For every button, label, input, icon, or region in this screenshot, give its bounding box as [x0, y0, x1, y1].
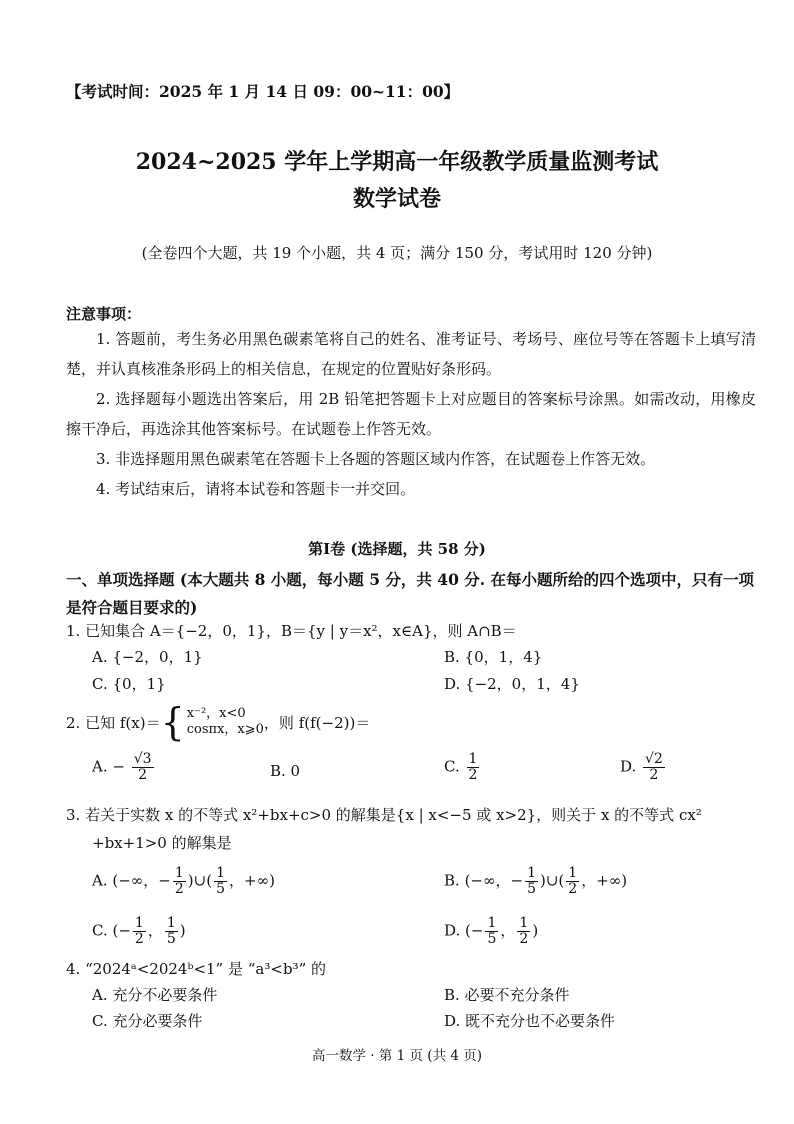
interval-part: (−∞，− — [112, 871, 171, 890]
q4-option-b: B. 必要不充分条件 — [444, 986, 570, 1004]
numerator: 1 — [519, 915, 529, 931]
denominator: 5 — [216, 881, 225, 897]
section-title: 一、单项选择题 (本大题共 8 小题，每小题 5 分，共 40 分. 在每小题所给的四个选项中，只有一项是符合题目要求的) — [66, 570, 755, 617]
interval-part: ) — [179, 921, 186, 940]
fraction — [566, 866, 579, 897]
fraction — [467, 752, 480, 783]
q2-option-a — [92, 752, 156, 783]
q3-option-b — [444, 866, 627, 897]
denominator: 2 — [138, 767, 148, 783]
denominator: 5 — [487, 931, 497, 947]
interval-part: ，+∞) — [581, 871, 628, 890]
q3-option-c — [92, 916, 186, 947]
option-label: A. — [92, 871, 108, 890]
interval-part: ， — [500, 921, 516, 940]
interval-part: ， — [147, 921, 163, 940]
question-3-stem-line1: 3. 若关于实数 x 的不等式 x²+bx+c>0 的解集是{x | x<−5 或 x>2}，则关于 x 的不等式 cx² — [66, 806, 702, 824]
interval-part: (− — [112, 921, 131, 940]
note-item: 2. 选择题每小题选出答案后，用 2B 铅笔把答题卡上对应题目的答案标号涂黑。如需改动，用橡皮擦干净后，再选涂其他答案标号。在试题卷上作答无效。 — [66, 390, 756, 438]
piecewise-cases — [187, 706, 264, 738]
q1-option-d: D. {−2，0，1，4} — [444, 675, 580, 693]
interval-part: ，+∞) — [229, 871, 275, 890]
interval-part: )∪( — [539, 871, 565, 890]
exam-title: 2024~2025 学年上学期高一年级教学质量监测考试 — [135, 149, 659, 175]
numerator: 1 — [568, 865, 578, 881]
numerator: 1 — [166, 915, 176, 931]
case-2: cosπx，x⩾0 — [186, 722, 264, 737]
fraction — [173, 866, 186, 897]
fraction — [525, 866, 538, 897]
fraction — [517, 916, 530, 947]
question-4-stem: 4. “2024ᵃ<2024ᵇ<1” 是 “a³<b³” 的 — [66, 960, 327, 978]
volume-title: 第Ⅰ卷 (选择题，共 58 分) — [308, 540, 486, 558]
numerator: 1 — [487, 915, 497, 931]
note-item: 4. 考试结束后，请将本试卷和答题卡一并交回。 — [96, 480, 416, 498]
numerator: 1 — [216, 865, 225, 881]
interval-part: (− — [465, 921, 484, 940]
q1-option-a: A. {−2，0，1} — [92, 648, 203, 666]
numerator: √3 — [133, 751, 152, 767]
numerator: 1 — [174, 865, 184, 881]
option-label: D. — [444, 921, 461, 940]
q4-option-d: D. 既不充分也不必要条件 — [444, 1012, 616, 1030]
option-label: A. − — [92, 757, 125, 776]
case-1: x⁻²，x<0 — [186, 706, 246, 721]
q2-suffix: ，则 f(f(−2))＝ — [263, 713, 371, 732]
q1-option-b: B. {0，1，4} — [444, 648, 543, 666]
denominator: 2 — [649, 767, 659, 783]
denominator: 2 — [519, 931, 529, 947]
note-item: 3. 非选择题用黑色碳素笔在答题卡上各题的答题区域内作答，在试题卷上作答无效。 — [96, 450, 656, 468]
interval-part: )∪( — [187, 871, 213, 890]
option-label: B. — [444, 871, 460, 890]
numerator: 1 — [468, 751, 478, 767]
q2-option-c — [444, 752, 481, 783]
option-label: C. — [92, 921, 108, 940]
denominator: 5 — [527, 881, 536, 897]
q3-option-d — [444, 916, 538, 947]
option-label: D. — [620, 757, 637, 776]
q1-option-c: C. {0，1} — [92, 675, 166, 693]
q4-option-c: C. 充分必要条件 — [92, 1012, 203, 1030]
denominator: 2 — [134, 931, 144, 947]
denominator: 2 — [174, 881, 184, 897]
q4-option-a: A. 充分不必要条件 — [92, 986, 218, 1004]
exam-scope: (全卷四个大题，共 19 个小题，共 4 页；满分 150 分，考试用时 120 分钟) — [141, 244, 653, 262]
numerator: √2 — [645, 751, 663, 767]
fraction — [133, 916, 146, 947]
q2-option-d — [620, 752, 667, 783]
fraction — [132, 752, 154, 783]
notes-list — [66, 324, 756, 504]
numerator: 1 — [134, 915, 144, 931]
denominator: 5 — [166, 931, 176, 947]
question-2-stem: 2. 已知 f(x)＝ { x⁻²，x<0 cosπx，x⩾0 ，则 f(f(−2))＝ — [66, 700, 371, 744]
exam-subject-title: 数学试卷 — [352, 186, 441, 212]
interval-part: (−∞，− — [464, 871, 524, 890]
note-item: 1. 答题前，考生务必用黑色碳素笔将自己的姓名、准考证号、考场号、座位号等在答题卡上填写清楚，并认真核准条形码上的相关信息，在规定的位置贴好条形码。 — [66, 330, 756, 378]
interval-part: ) — [532, 921, 539, 940]
page-footer: 高一数学 · 第 1 页 (共 4 页) — [311, 1048, 483, 1064]
question-3-stem-line2: +bx+1>0 的解集是 — [92, 834, 232, 852]
q3-option-a — [92, 866, 275, 897]
fraction — [165, 916, 178, 947]
numerator: 1 — [527, 865, 536, 881]
exam-time: 【考试时间：2025 年 1 月 14 日 09：00~11：00】 — [66, 82, 460, 101]
question-1-stem: 1. 已知集合 A＝{−2，0，1}，B＝{y | y＝x²，x∈A}，则 A∩B＝ — [66, 622, 517, 640]
fraction — [485, 916, 498, 947]
option-label: C. — [444, 757, 460, 776]
notes-heading: 注意事项： — [66, 305, 142, 323]
fraction — [643, 752, 665, 783]
denominator: 2 — [568, 881, 578, 897]
fraction — [214, 866, 227, 897]
q2-prefix: 2. 已知 f(x)＝ — [66, 713, 161, 732]
q2-option-b: B. 0 — [270, 762, 301, 780]
denominator: 2 — [468, 767, 478, 783]
